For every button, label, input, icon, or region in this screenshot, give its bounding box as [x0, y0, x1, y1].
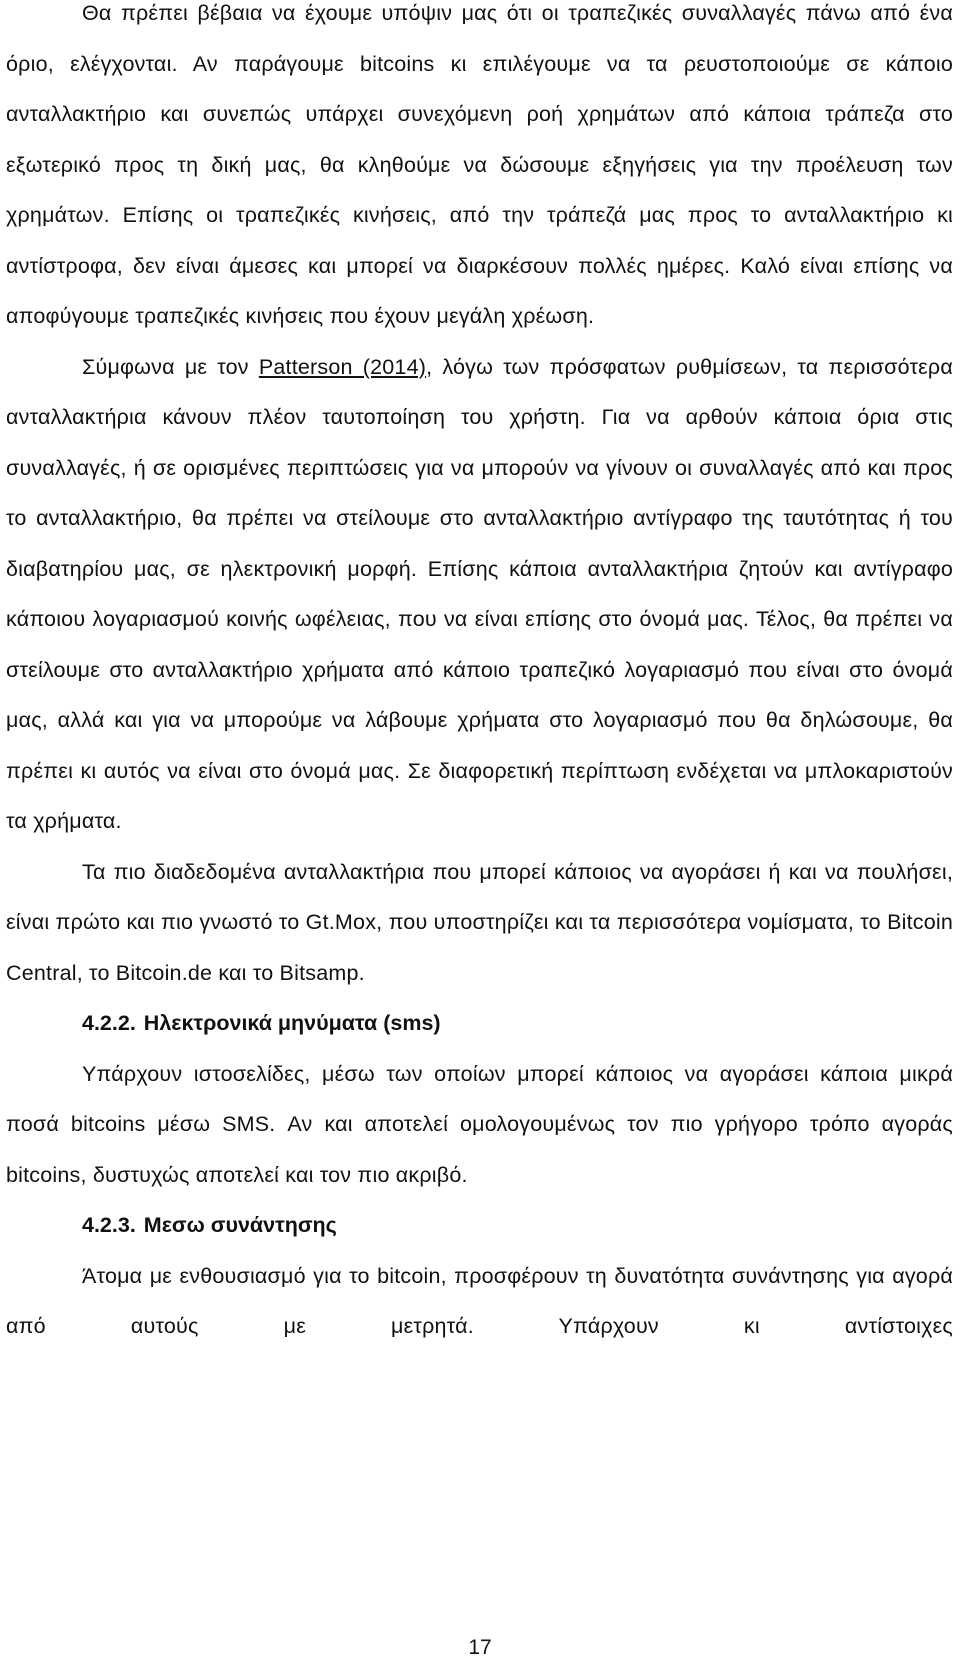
paragraph-meeting: Άτομα με ενθουσιασμό για το bitcoin, προσφέρουν τη δυνατότητα συνάντησης για αγορά από αυτούς με μετρητά. Υπάρχουν κι αντίστοιχες	[6, 1263, 953, 1338]
paragraph-text-end: , λόγω των πρόσφατων ρυθμίσεων, τα περισσότερα ανταλλακτήρια κάνουν πλέον ταυτοποίηση του χρήστη. Για να αρθούν κάποια όρια στις συναλλαγές, ή σε ορισμένες περιπτώσεις για να μπορούν να γίνουν οι συναλλαγές από και προς το ανταλλακτήριο, θα πρέπει να στείλουμε στο ανταλλακτήριο αντίγραφο της ταυτότητας ή του διαβατηρίου μας, σε ηλεκτρονική μορφή. Επίσης κάποια ανταλλακτήρια ζητούν και αντίγραφο κάποιου λογαριασμού κοινής ωφέλειας, που να είναι επίσης στο όνομά μας. Τέλος, θα πρέπει να στείλουμε στο ανταλλακτήριο χρήματα από κάποιο τραπεζικό λογαριασμό που είναι στο όνομά μας, αλλά και για να μπορούμε να λάβουμε χρήματα στο λογαριασμό που θα δηλώσουμε, θα πρέπει κι αυτός να είναι στο όνομά μας. Σε διαφορετική περίπτωση ενδέχεται να μπλοκαριστούν τα χρήματα.	[6, 354, 953, 833]
section-title: Μεσω συνάντησης	[143, 1213, 337, 1237]
paragraph-identity-verification	[6, 342, 953, 847]
paragraph-bank-transactions: Θα πρέπει βέβαια να έχουμε υπόψιν μας ότι οι τραπεζικές συναλλαγές πάνω από ένα όριο, ελέγχονται. Αν παράγουμε bitcoins κι επιλέγουμε να τα ρευστοποιούμε σε κάποιο ανταλλακτήριο και συνεπώς υπάρχει συνεχόμενη ροή χρημάτων από κάποια τράπεζα στο εξωτερικό προς τη δική μας, θα κληθούμε να δώσουμε εξηγήσεις για την προέλευση των χρημάτων. Επίσης οι τραπεζικές κινήσεις, από την τράπεζά μας προς το ανταλλακτήριο κι αντίστροφα, δεν είναι άμεσες και μπορεί να διαρκέσουν πολλές ημέρες. Καλό είναι επίσης να αποφύγουμε τραπεζικές κινήσεις που έχουν μεγάλη χρέωση.	[6, 1, 953, 328]
paragraph-sms: Υπάρχουν ιστοσελίδες, μέσω των οποίων μπορεί κάποιος να αγοράσει κάποια μικρά ποσά bitcoins μέσω SMS. Αν και αποτελεί ομολογουμένως τον πιο γρήγορο τρόπο αγοράς bitcoins, δυστυχώς αποτελεί και τον πιο ακριβό.	[6, 1061, 953, 1187]
section-title: Ηλεκτρονικά μηνύματα (sms)	[143, 1011, 441, 1035]
section-number: 4.2.3.	[82, 1213, 136, 1237]
citation-link-patterson[interactable]: Patterson (2014)	[258, 354, 427, 379]
section-number: 4.2.2.	[82, 1011, 136, 1035]
page-number: 17	[468, 1636, 492, 1659]
section-heading-4-2-3	[6, 1200, 953, 1251]
paragraph-text-start: Σύμφωνα με τον	[82, 354, 259, 379]
page-content	[6, 0, 953, 1352]
paragraph-popular-exchanges: Τα πιο διαδεδομένα ανταλλακτήρια που μπορεί κάποιος να αγοράσει ή και να πουλήσει, είναι πρώτο και πιο γνωστό το Gt.Mox, που υποστηρίζει και τα περισσότερα νομίσματα, το Bitcoin Central, το Bitcoin.de και το Bitsamp.	[6, 859, 953, 985]
section-heading-4-2-2	[6, 998, 953, 1049]
